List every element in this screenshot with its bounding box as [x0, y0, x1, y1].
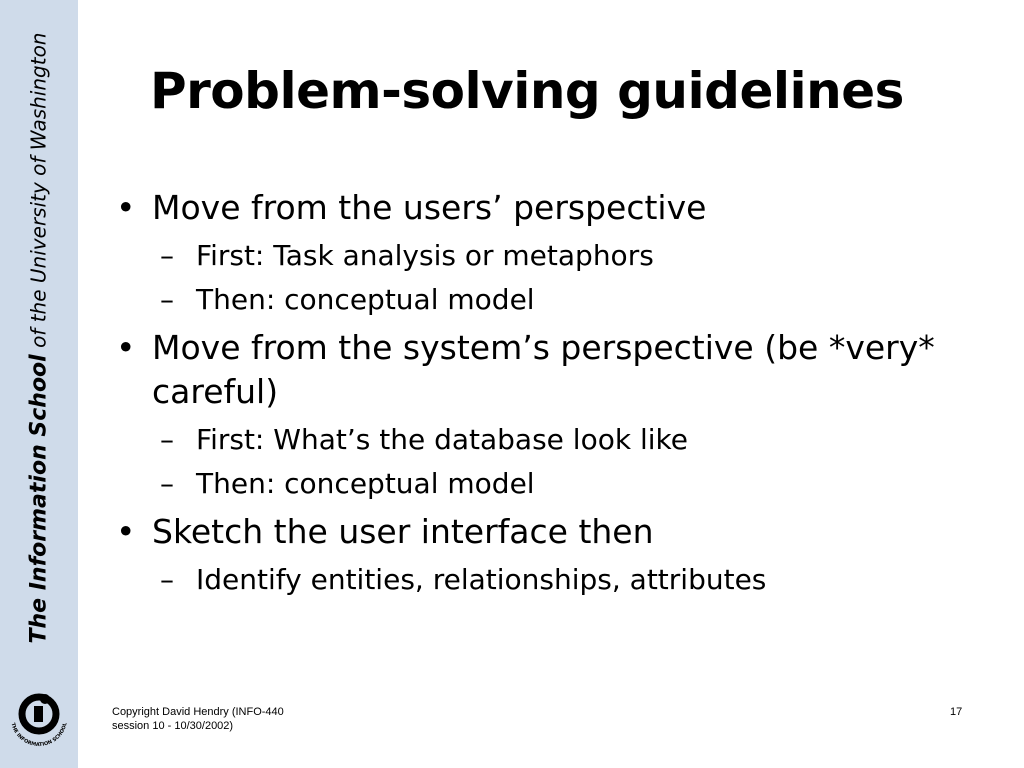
dash-mark: – [160, 563, 174, 596]
bullet-mark: • [116, 512, 136, 551]
sub-bullet-text: First: What’s the database look like [196, 423, 688, 456]
sub-bullet-text: Identify entities, relationships, attributes [196, 563, 767, 596]
sidebar [0, 0, 78, 768]
bullet-mark: • [116, 328, 136, 367]
sidebar-school-name: The Information School [26, 354, 52, 644]
copyright-line-1: Copyright David Hendry (INFO-440 [112, 706, 284, 718]
dash-mark: – [160, 239, 174, 272]
sub-bullet-conceptual-model [108, 466, 988, 502]
logo-text: THE INFORMATION SCHOOL [9, 722, 69, 749]
sub-bullet-task-analysis [108, 238, 988, 274]
sub-bullet-text: First: Task analysis or metaphors [196, 239, 654, 272]
bullet-users-perspective [108, 186, 988, 230]
footer-copyright [112, 705, 332, 733]
bullet-sketch-ui [108, 510, 988, 554]
sub-bullet-text: Then: conceptual model [196, 467, 535, 500]
dash-mark: – [160, 467, 174, 500]
bullet-text: Sketch the user interface then [152, 512, 654, 551]
sidebar-institution-text [27, 8, 52, 668]
slide-title: Problem-solving guidelines [150, 62, 904, 120]
sub-bullet-text: Then: conceptual model [196, 283, 535, 316]
copyright-line-2: session 10 - 10/30/2002) [112, 720, 234, 732]
bullet-mark: • [116, 188, 136, 227]
dash-mark: – [160, 283, 174, 316]
sidebar-university-name: of the University of Washington [26, 32, 51, 355]
dash-mark: – [160, 423, 174, 456]
svg-text:THE INFORMATION SCHOOL [10, 721, 69, 748]
sub-bullet-conceptual-model [108, 282, 988, 318]
bullet-system-perspective [108, 326, 988, 414]
page-number: 17 [950, 706, 963, 718]
slide-body [108, 186, 988, 606]
bullet-text: Move from the system’s perspective (be *very* careful) [152, 328, 935, 411]
sub-bullet-database [108, 422, 988, 458]
bullet-text: Move from the users’ perspective [152, 188, 707, 227]
information-school-logo [5, 684, 73, 752]
sub-bullet-entities [108, 562, 988, 598]
